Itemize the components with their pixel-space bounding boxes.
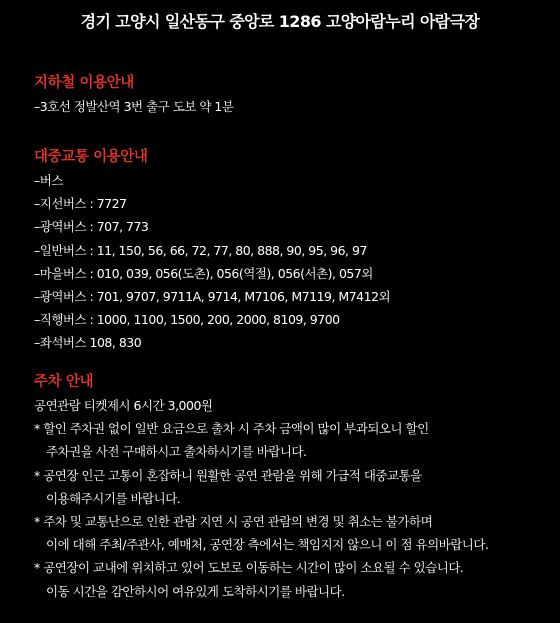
venue-address: 경기 고양시 일산동구 중앙로 1286 고양아람누리 아람극장: [80, 12, 480, 31]
parking-section: [34, 372, 550, 603]
parking-note-2-cont: 이용해주시기를 바랍니다.: [46, 490, 181, 506]
transit-section: [34, 147, 550, 355]
parking-section-title: 주차 안내: [34, 374, 94, 390]
subway-section: [34, 73, 550, 118]
transit-line-branch-bus: –지선버스 : 7727: [34, 196, 127, 212]
transit-line-bus-header: –버스: [34, 173, 63, 188]
transit-line-express-bus-2: –광역버스 : 701, 9707, 9711A, 9714, M7106, M7119, M7412외: [34, 289, 391, 305]
parking-note-1-cont: 주차권을 사전 구매하시고 출차하시기를 바랍니다.: [46, 444, 307, 460]
transit-line-express-bus-1: –광역버스 : 707, 773: [34, 219, 149, 235]
parking-note-4-cont: 이동 시간을 감안하시어 여유있게 도착하시기를 바랍니다.: [46, 583, 345, 599]
parking-note-3: * 주차 및 교통난으로 인한 관람 지연 시 공연 관람의 변경 및 취소는 불가하며: [34, 514, 433, 530]
subway-section-title: 지하철 이용안내: [34, 75, 134, 91]
parking-note-1: * 할인 주차권 없이 일반 요금으로 출차 시 주차 금액이 많이 부과되오니 할인: [34, 421, 429, 437]
parking-fee: 공연관람 티켓제시 6시간 3,000원: [34, 398, 213, 413]
subway-line-item: –3호선 정발산역 3번 출구 도보 약 1분: [34, 99, 234, 114]
parking-note-3-cont: 이에 대해 주최/주관사, 예매처, 공연장 측에서는 책임지지 않으니 이 점 유의바랍니다.: [46, 537, 489, 553]
parking-note-2: * 공연장 인근 고통이 혼잡하니 원활한 공연 관람을 위해 가급적 대중교통을: [34, 467, 422, 483]
parking-note-4: * 공연장이 교내에 위치하고 있어 도보로 이동하는 시간이 많이 소요될 수 있습니다.: [34, 560, 464, 576]
transit-line-regular-bus: –일반버스 : 11, 150, 56, 66, 72, 77, 80, 888, 90, 95, 96, 97: [34, 242, 367, 258]
transit-line-seat-bus: –좌석버스 108, 830: [34, 335, 142, 351]
transit-section-title: 대중교통 이용안내: [34, 149, 148, 165]
transit-line-direct-bus: –직행버스 : 1000, 1100, 1500, 200, 2000, 8109, 9700: [34, 312, 340, 328]
transit-line-village-bus: –마을버스 : 010, 039, 056(도촌), 056(역절), 056(서촌), 057외: [34, 265, 373, 281]
